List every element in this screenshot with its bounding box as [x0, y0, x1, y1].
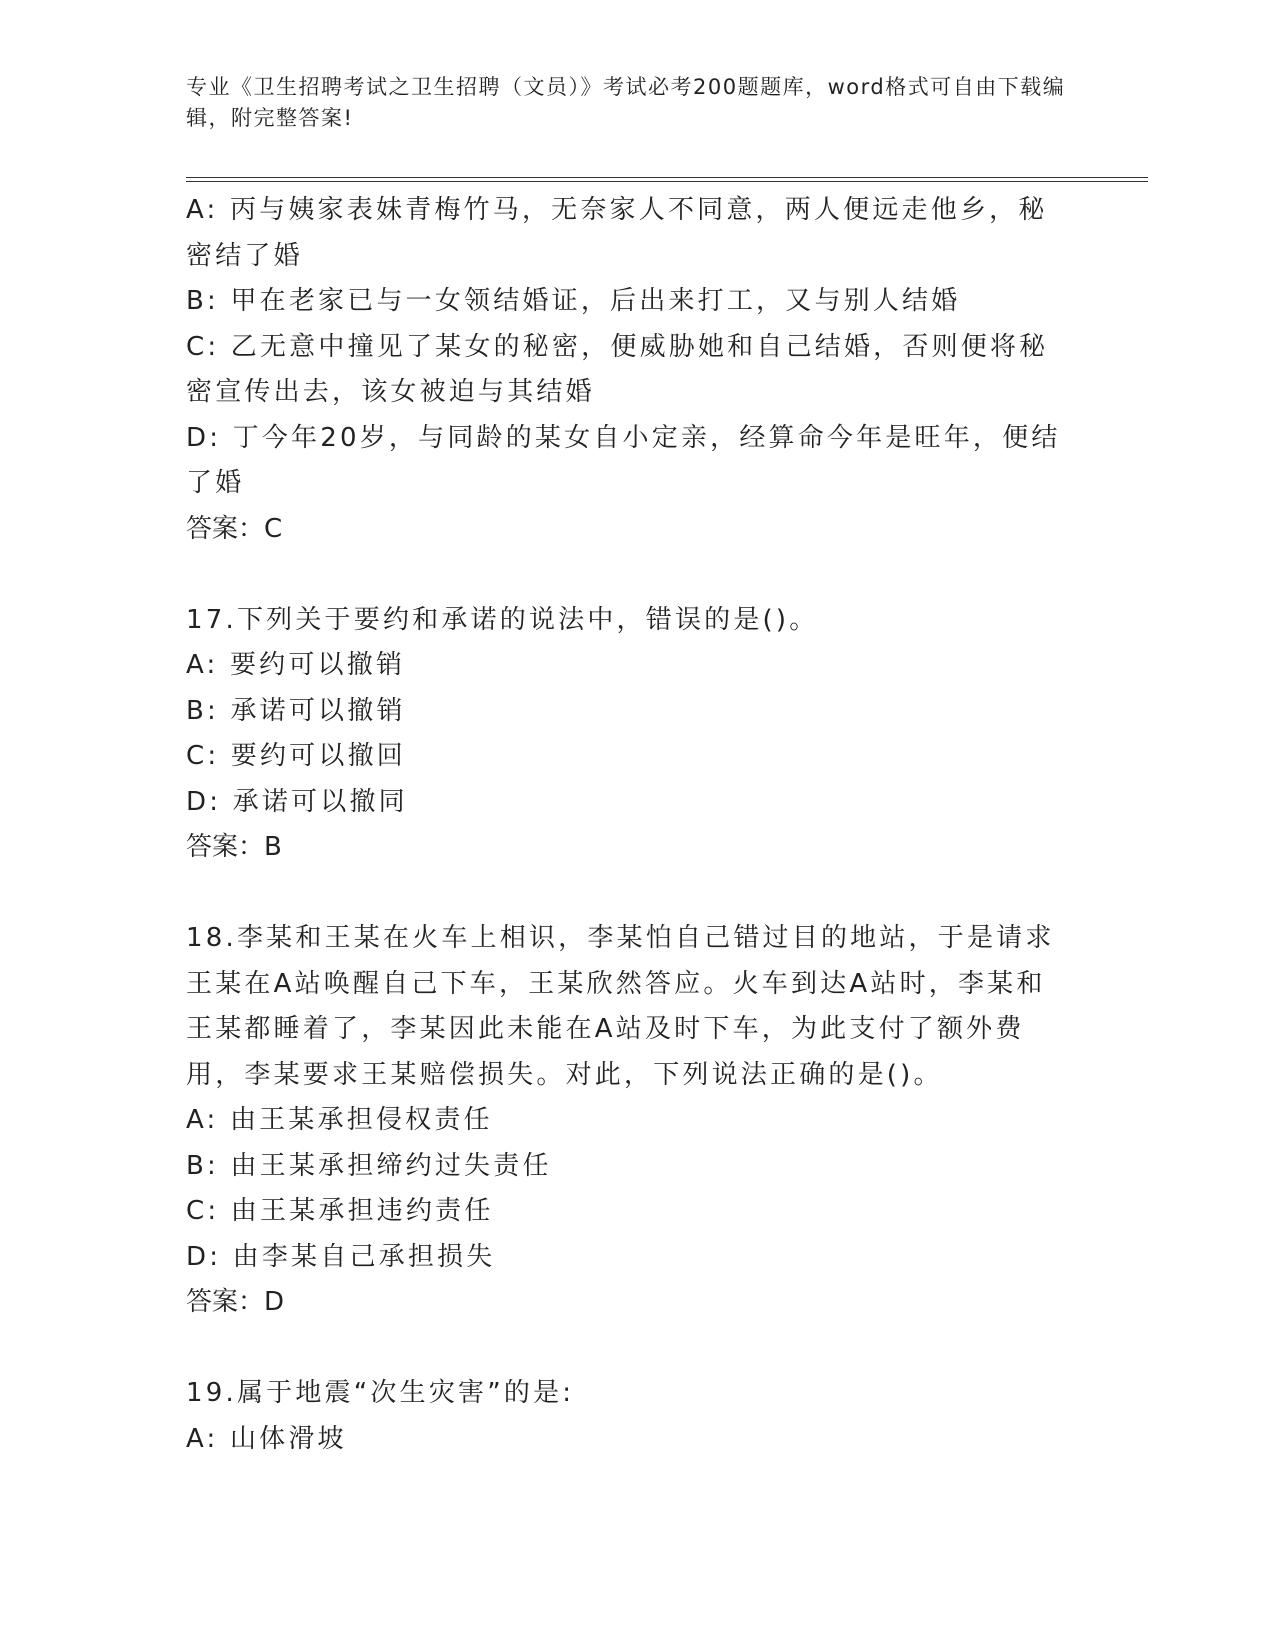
question-19-block [186, 1371, 1066, 1462]
option-c: C: 要约可以撤回 [186, 741, 406, 771]
option-c: C: 乙无意中撞见了某女的秘密，便威胁她和自己结婚，否则便将秘密宣传出去，该女被迫与其结婚 [186, 331, 1049, 407]
option-d: D: 承诺可以撤同 [186, 786, 408, 817]
header-rule-top [186, 177, 1148, 178]
option-b: B: 甲在老家已与一女领结婚证，后出来打工，又与别人结婚 [186, 286, 961, 316]
option-d: D: 由李某自己承担损失 [186, 1241, 496, 1272]
option-b: B: 由王某承担缔约过失责任 [186, 1150, 552, 1181]
answer-line: 答案：C [186, 513, 283, 544]
option-d: D: 丁今年20岁，与同龄的某女自小定亲，经算命今年是旺年，便结了婚 [186, 422, 1061, 498]
option-a: A: 由王某承担侵权责任 [186, 1105, 493, 1135]
option-a: A: 要约可以撤销 [186, 650, 406, 680]
question-17-block [186, 598, 1066, 871]
header-rule-bottom [186, 181, 1148, 182]
answer-line: 答案：B [186, 832, 282, 862]
spacer [186, 871, 1066, 917]
prev-question-block [186, 188, 1066, 552]
spacer [186, 1326, 1066, 1372]
answer-line: 答案：D [186, 1287, 285, 1317]
question-text: 19.属于地震“次生灾害”的是: [186, 1378, 575, 1408]
option-c: C: 由王某承担违约责任 [186, 1196, 494, 1226]
question-text: 17.下列关于要约和承诺的说法中，错误的是()。 [186, 604, 819, 635]
option-a: A: 丙与姨家表妹青梅竹马，无奈家人不同意，两人便远走他乡，秘密结了婚 [186, 195, 1048, 271]
spacer [186, 552, 1066, 598]
option-a: A: 山体滑坡 [186, 1423, 347, 1454]
option-b: B: 承诺可以撤销 [186, 695, 406, 726]
question-content [186, 188, 1066, 1462]
document-header: 专业《卫生招聘考试之卫生招聘（文员）》考试必考200题题库，word格式可自由下载编辑，附完整答案! [186, 75, 1066, 130]
question-text: 18.李某和王某在火车上相识，李某怕自己错过目的地站，于是请求王某在A站唤醒自己下车，王某欣然答应。火车到达A站时，李某和王某都睡着了，李某因此未能在A站及时下车，为此支付了额外费用，李某要求王某赔偿损失。对此，下列说法正确的是()。 [186, 923, 1055, 1090]
question-18-block [186, 916, 1066, 1326]
